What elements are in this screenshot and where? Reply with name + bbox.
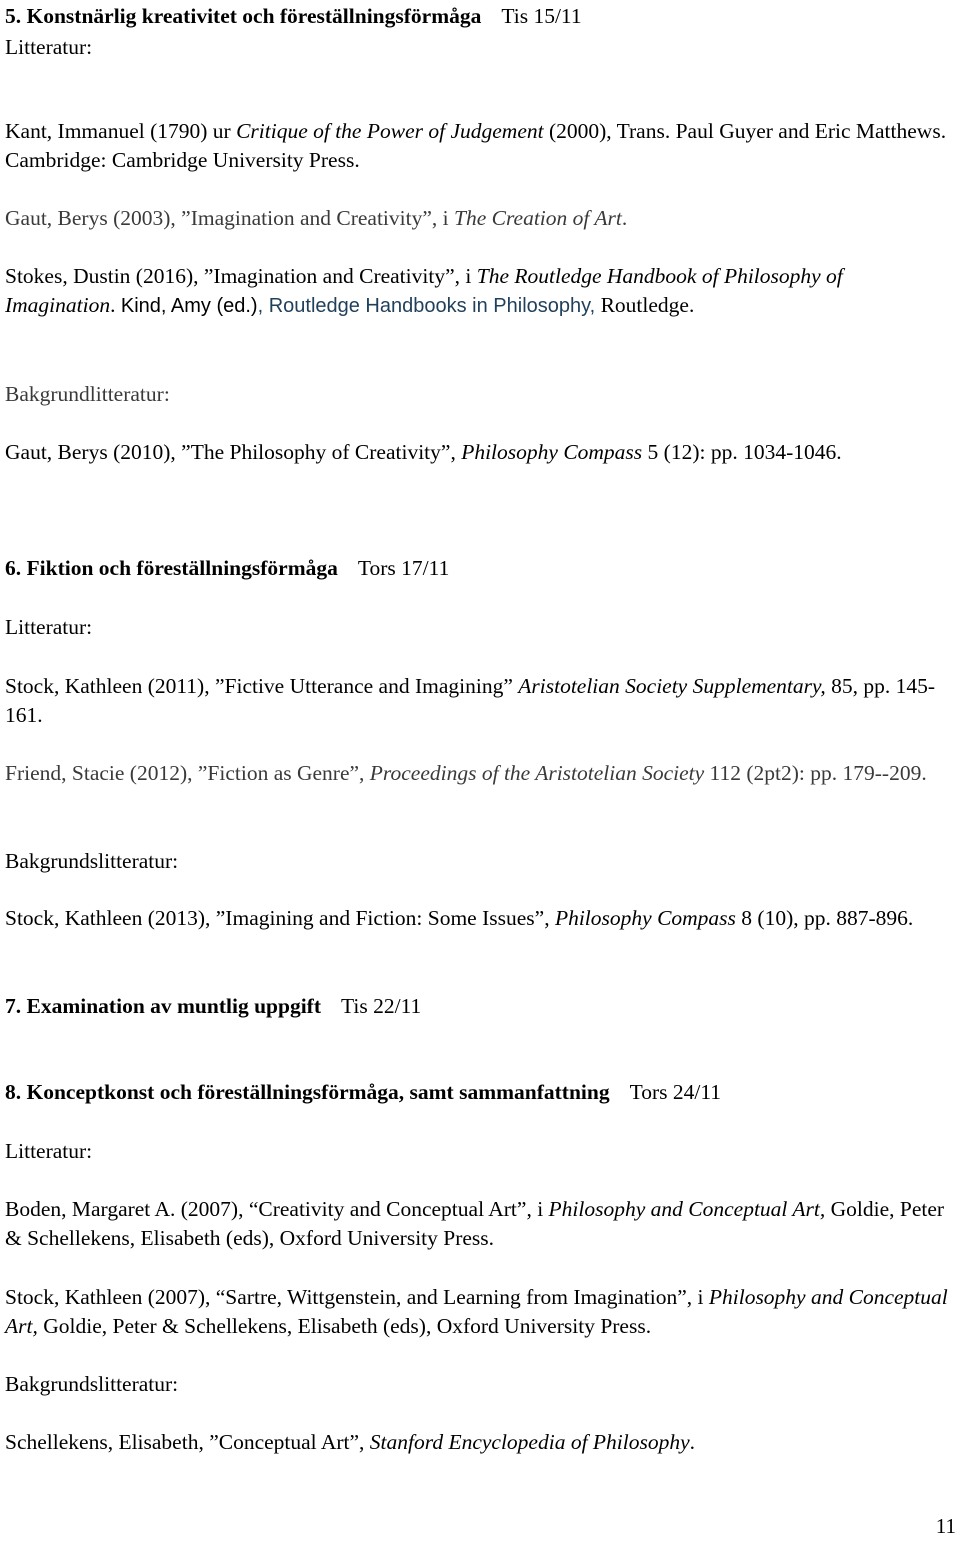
reference-stock-2013 xyxy=(5,904,953,933)
section-8-heading xyxy=(5,1078,953,1107)
ref-text: 85, pp. 145-161. xyxy=(5,674,936,727)
reference-schellekens xyxy=(5,1428,953,1457)
reference-boden xyxy=(5,1195,953,1253)
reference-gaut-2010 xyxy=(5,438,953,467)
section-title: 7. Examination av muntlig uppgift xyxy=(5,994,321,1018)
literature-label: Litteratur: xyxy=(5,35,93,59)
ref-title: Philosophy Compass xyxy=(461,440,643,464)
ref-title: Philosophy and Conceptual Art, xyxy=(548,1197,826,1221)
section-6-heading xyxy=(5,554,953,583)
ref-title: Stanford Encyclopedia of Philosophy xyxy=(369,1430,690,1454)
ref-text: . xyxy=(689,1430,696,1454)
ref-text: Stock, Kathleen (2013), ”Imagining and Fiction: Some Issues”, xyxy=(5,906,555,930)
section-date: Tis 15/11 xyxy=(501,4,582,28)
ref-text: 8 (10), pp. 887-896. xyxy=(735,906,914,930)
ref-text: Schellekens, Elisabeth, ”Conceptual Art”, xyxy=(5,1430,370,1454)
ref-text: Gaut, Berys (2010), ”The Philosophy of Creativity”, xyxy=(5,440,462,464)
reference-friend xyxy=(5,759,953,788)
ref-text: Routledge. xyxy=(595,293,695,317)
ref-title: Proceedings of the Aristotelian Society xyxy=(369,761,705,785)
section-title: 8. Konceptkonst och föreställningsförmåga, samt sammanfattning xyxy=(5,1080,610,1104)
ref-series: , Routledge Handbooks in Philosophy, xyxy=(257,295,596,317)
ref-text: . xyxy=(110,293,121,317)
ref-text: Friend, Stacie (2012), ”Fiction as Genre”, xyxy=(5,761,370,785)
ref-text: (2000), Trans. Paul Guyer and Eric Matthews. Cambridge: Cambridge University Press. xyxy=(5,119,947,172)
ref-text: Stock, Kathleen (2007), “Sartre, Wittgenstein, and Learning from Imagination”, i xyxy=(5,1285,709,1309)
reference-gaut-2003 xyxy=(5,204,953,233)
reference-stokes xyxy=(5,262,953,321)
ref-title: Philosophy Compass xyxy=(554,906,736,930)
background-literature-label: Bakgrundlitteratur: xyxy=(5,382,170,406)
section-title: 6. Fiktion och föreställningsförmåga xyxy=(5,556,338,580)
ref-text: Stokes, Dustin (2016), ”Imagination and Creativity”, i xyxy=(5,264,477,288)
literature-label: Litteratur: xyxy=(5,1139,93,1163)
ref-editor: Kind, Amy (ed.) xyxy=(120,295,258,317)
ref-text: Goldie, Peter & Schellekens, Elisabeth (eds), Oxford University Press. xyxy=(5,1197,945,1250)
ref-text: Goldie, Peter & Schellekens, Elisabeth (eds), Oxford University Press. xyxy=(37,1314,652,1338)
ref-title: The Creation of Art xyxy=(454,206,622,230)
ref-text: 112 (2pt2): pp. 179--209. xyxy=(704,761,927,785)
section-date: Tors 24/11 xyxy=(629,1080,722,1104)
section-date: Tis 22/11 xyxy=(341,994,422,1018)
ref-text: . xyxy=(621,206,628,230)
literature-label: Litteratur: xyxy=(5,615,93,639)
background-literature-label: Bakgrundslitteratur: xyxy=(5,849,179,873)
reference-stock-2007 xyxy=(5,1283,953,1341)
ref-title: The Routledge Handbook of Philosophy of Imagination xyxy=(5,264,843,317)
section-7-heading xyxy=(5,992,953,1021)
ref-text: Gaut, Berys (2003), ”Imagination and Creativity”, i xyxy=(5,206,454,230)
reference-kant xyxy=(5,117,953,175)
reference-stock-2011 xyxy=(5,672,953,730)
ref-text: Stock, Kathleen (2011), ”Fictive Utterance and Imagining” xyxy=(5,674,519,698)
ref-title: Aristotelian Society Supplementary, xyxy=(518,674,826,698)
section-date: Tors 17/11 xyxy=(357,556,450,580)
section-title: 5. Konstnärlig kreativitet och föreställningsförmåga xyxy=(5,4,482,28)
ref-title: Philosophy and Conceptual Art, xyxy=(5,1285,948,1338)
ref-title: Critique of the Power of Judgement xyxy=(236,119,544,143)
section-5-heading xyxy=(5,2,953,31)
ref-text: Boden, Margaret A. (2007), “Creativity and Conceptual Art”, i xyxy=(5,1197,549,1221)
ref-text: 5 (12): pp. 1034-1046. xyxy=(642,440,842,464)
page-number: 11 xyxy=(935,1514,956,1538)
background-literature-label: Bakgrundslitteratur: xyxy=(5,1372,179,1396)
ref-text: Kant, Immanuel (1790) ur xyxy=(5,119,237,143)
